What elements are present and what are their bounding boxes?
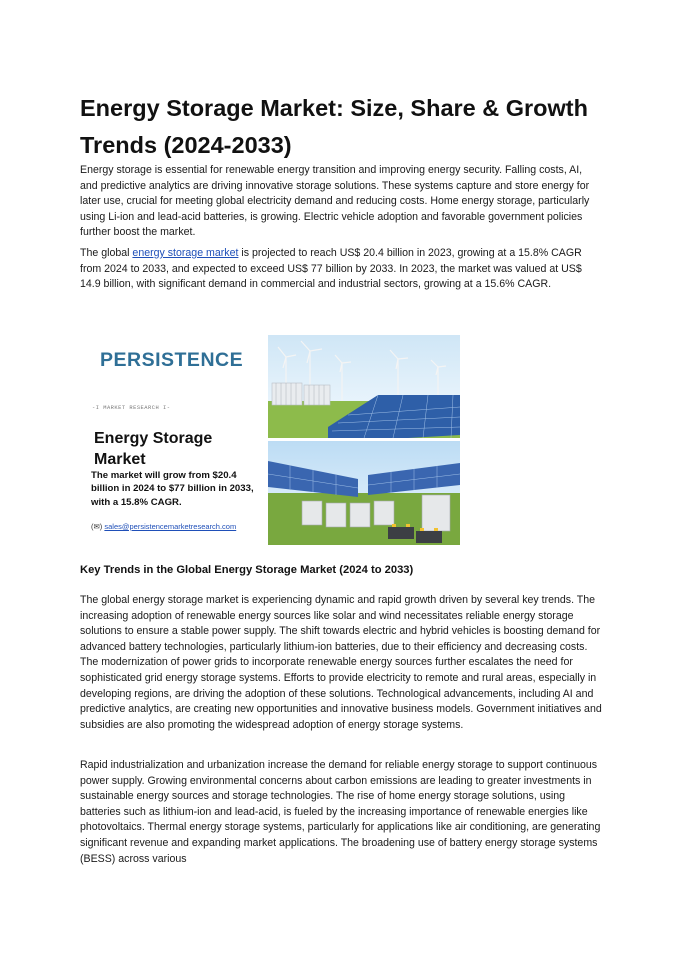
- banner-contact: [91, 522, 236, 531]
- section-heading: Key Trends in the Global Energy Storage Market (2024 to 2033): [80, 564, 414, 576]
- wind-solar-storage-image: [268, 335, 460, 438]
- trends-paragraph: The global energy storage market is experiencing dynamic and rapid growth driven by several key trends. The increasing adoption of renewable energy sources like solar and wind necessitates reliable energy storage solutions to ensure a stable power supply. The shift towards electric and hybrid vehicles is boosting demand for advanced battery technologies, particularly lithium-ion batteries, due to their efficiency and decreasing costs. The modernization of power grids to incorporate renewable energy sources further escalates the need for sophisticated grid energy storage systems. Efforts to provide electricity to remote and rural areas, especially in developing regions, are driving the adoption of these solutions. Technological advancements, including AI and predictive analytics, are creating new opportunities and innovative business models. Government initiatives and subsidies are also promoting the widespread adoption of energy storage systems.: [80, 594, 602, 731]
- brand-tagline: -I MARKET RESEARCH I-: [92, 405, 171, 411]
- energy-storage-market-link[interactable]: energy storage market: [132, 247, 239, 259]
- brand-logo: PERSISTENCE: [100, 349, 244, 371]
- banner-title: Energy Storage Market: [94, 430, 213, 468]
- market-text-after: is projected to reach US$ 20.4 billion in 2023, growing at a 15.8% CAGR from 2024 to 2033, and expected to exceed US$ 77 billion by 2033. In 2023, the market was valued at US$ 14.9 billion, with significant demand in commercial and industrial sectors, growing at a 15.6% CAGR.: [80, 247, 582, 291]
- market-text-before: The global: [80, 247, 133, 259]
- contact-email-link[interactable]: sales@persistencemarketresearch.com: [104, 522, 237, 531]
- page-title: Energy Storage Market: Size, Share & Growth Trends (2024-2033): [80, 95, 588, 158]
- mail-icon: (✉): [91, 522, 105, 531]
- solar-panels-batteries-image: [268, 441, 460, 545]
- promo-banner: [82, 333, 462, 547]
- market-paragraph: [80, 246, 602, 293]
- growth-paragraph: Rapid industrialization and urbanization increase the demand for reliable energy storage to support continuous power supply. Growing environmental concerns about carbon emissions are leading to greater investments in sustainable energy sources and storage technologies. The rise of home energy storage solutions, using batteries such as lithium-ion and lead-acid, is fueled by the increasing importance of renewable energies like photovoltaics. Thermal energy storage systems, particularly for applications like air conditioning, are generating significant revenue and expanding market applications. The broadening use of battery energy storage systems (BESS) across various: [80, 759, 601, 865]
- intro-paragraph: Energy storage is essential for renewable energy transition and improving energy security. Falling costs, AI, and predictive analytics are driving innovative storage solutions. These systems capture and store energy for later use, crucial for meeting global electricity demand and reducing costs. Home energy storage, particularly using Li-ion and lead-acid batteries, is growing. Electric vehicle adoption and favorable government policies further boost the market.: [80, 164, 590, 239]
- banner-subtitle: The market will grow from $20.4 billion in 2024 to $77 billion in 2033, with a 15.8% CAGR.: [91, 470, 254, 508]
